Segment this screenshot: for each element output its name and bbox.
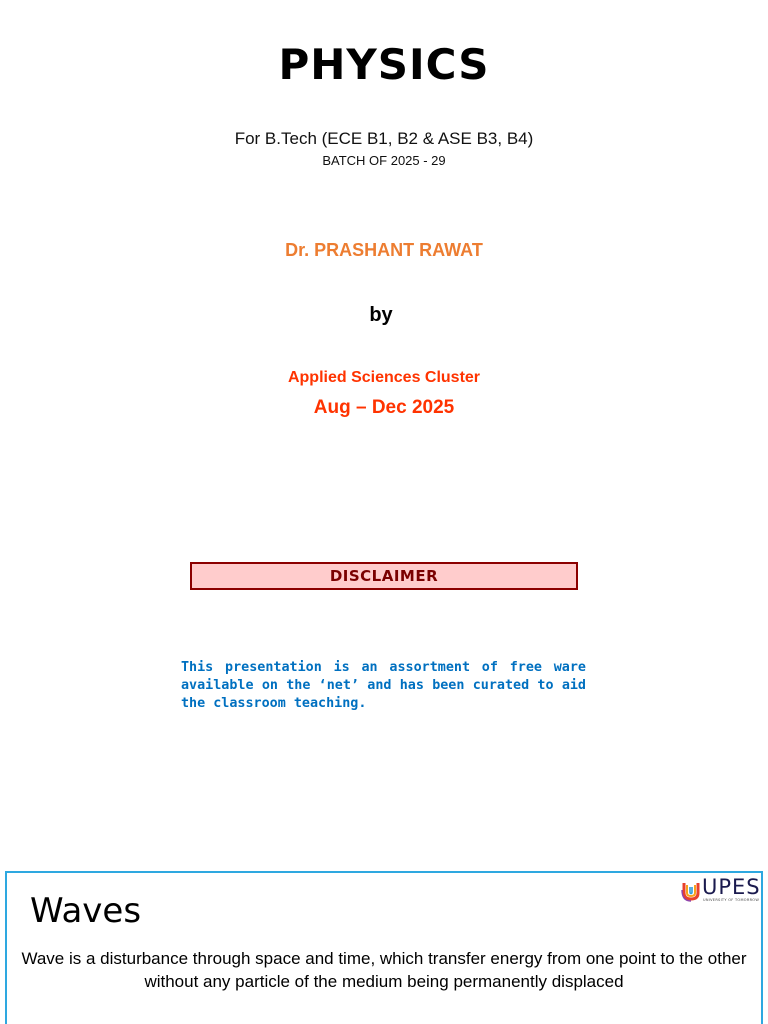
disclaimer-heading: DISCLAIMER [190,562,578,590]
waves-slide-title: Waves [30,891,142,931]
waves-slide [5,871,763,1024]
by-label: by [369,304,393,326]
author-name: Dr. PRASHANT RAWAT [285,240,483,260]
upes-logo-icon [680,880,702,902]
batch-subtitle: BATCH OF 2025 - 29 [322,153,446,168]
waves-definition: Wave is a disturbance through space and time, which transfer energy from one point to the other without any particle of the medium being permanently displaced [21,949,747,991]
upes-wordmark: UPES [702,875,761,899]
upes-logo [680,875,761,906]
upes-tagline: UNIVERSITY OF TOMORROW [703,898,760,902]
disclaimer-text: This presentation is an assortment of free ware available on the ‘net’ and has been curated to aid the classroom teaching. [181,660,586,711]
department-name: Applied Sciences Cluster [287,369,481,386]
slide-title: PHYSICS [278,40,490,89]
session-dates: Aug – Dec 2025 [313,397,455,418]
course-subtitle: For B.Tech (ECE B1, B2 & ASE B3, B4) [234,129,534,148]
